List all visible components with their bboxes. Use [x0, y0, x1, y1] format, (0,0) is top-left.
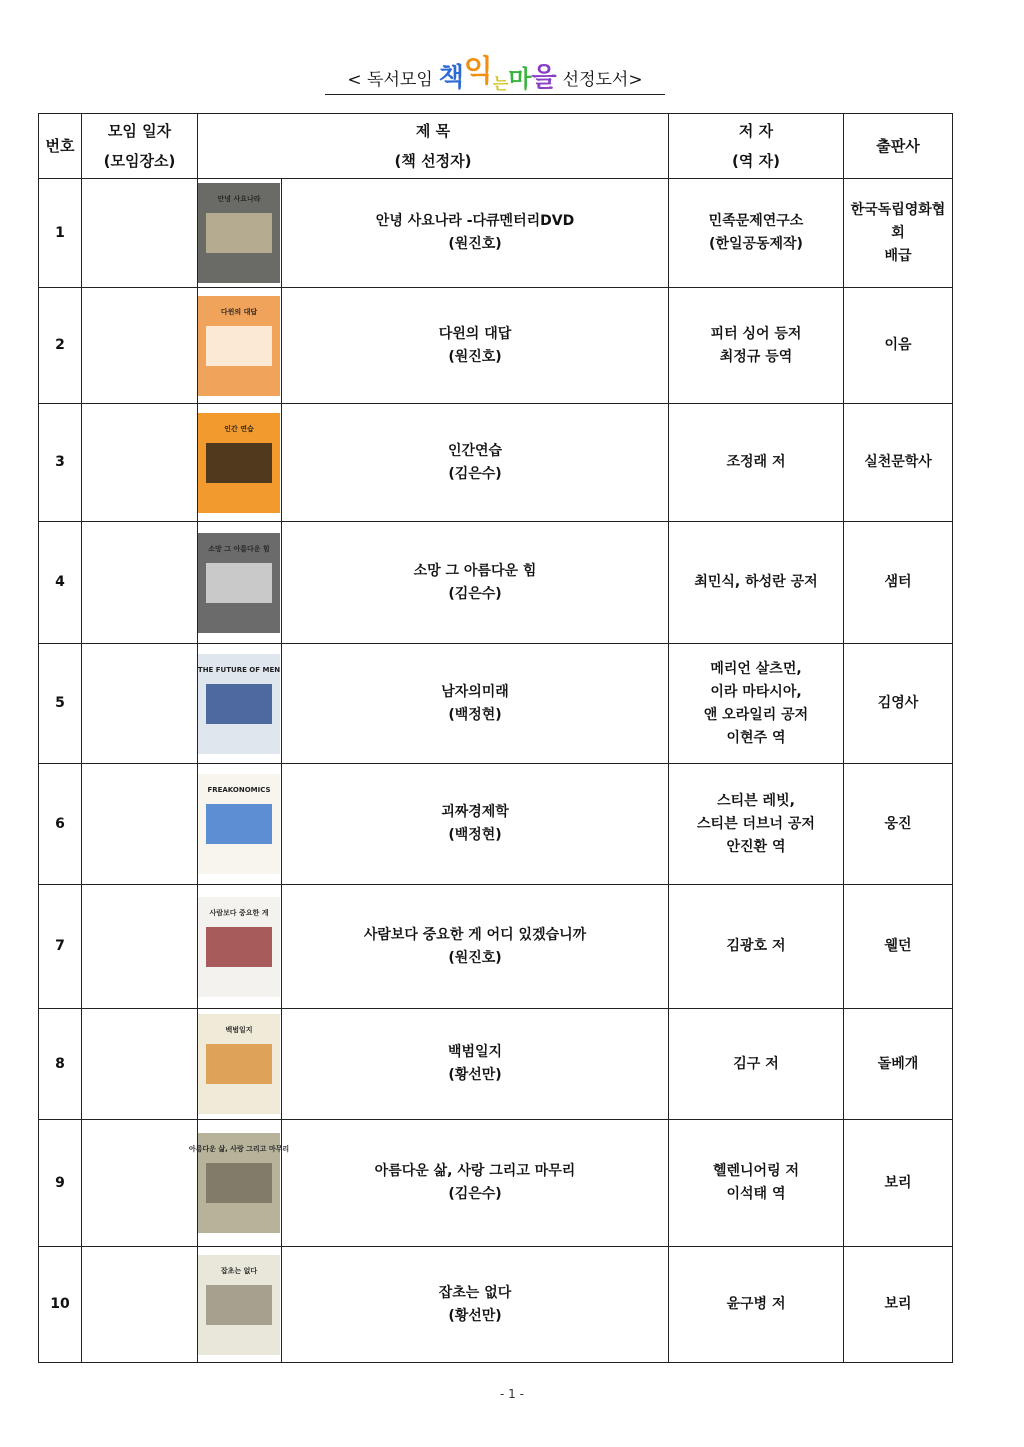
document-title: [325, 54, 665, 95]
row-title: 잡초는 없다: [438, 1284, 512, 1301]
row-number: 1: [39, 179, 82, 288]
book-cover-image: [198, 413, 280, 513]
header-number: 번호: [39, 114, 82, 179]
row-cover-cell: [198, 1247, 282, 1363]
cover-title-text: 다윈의 대답: [220, 307, 258, 316]
row-title: 소망 그 아름다운 힘: [413, 562, 537, 579]
table-row: [39, 644, 953, 764]
logo-char-1: 책: [438, 63, 464, 93]
table-row: [39, 404, 953, 522]
row-publisher: 실천문학사: [844, 404, 953, 522]
logo-char-2: 익: [463, 54, 493, 89]
cover-artwork: [206, 804, 272, 844]
row-cover-cell: [188, 1120, 290, 1247]
header-title-line2: (책 선정자): [394, 152, 472, 170]
reading-club-logo: [439, 50, 557, 94]
title-prefix: < 독서모임: [347, 70, 433, 90]
book-cover-image: [198, 296, 280, 396]
row-meeting-date: [82, 764, 198, 885]
row-number: 10: [39, 1247, 82, 1363]
header-author-line1: 저 자: [738, 122, 774, 140]
row-publisher: 샘터: [844, 522, 953, 644]
row-author: 최민식, 하성란 공저: [669, 522, 844, 644]
cover-artwork: [206, 1163, 272, 1203]
row-title-cell: [282, 1009, 669, 1120]
row-title-cell: [282, 644, 669, 764]
row-publisher: 돌베개: [844, 1009, 953, 1120]
book-cover-image: [188, 1133, 290, 1233]
row-meeting-date: [82, 404, 198, 522]
row-title-cell: [282, 885, 669, 1009]
row-number: 3: [39, 404, 82, 522]
header-publisher: 출판사: [844, 114, 953, 179]
row-meeting-date: [82, 179, 198, 288]
row-cover-cell: [198, 764, 282, 885]
table-row: [39, 522, 953, 644]
cover-artwork: [206, 1044, 272, 1084]
book-cover-image: [198, 183, 280, 283]
cover-title-text: 소망 그 아름다운 힘: [208, 544, 270, 553]
row-cover-cell: [198, 179, 282, 288]
row-author: 윤구병 저: [669, 1247, 844, 1363]
row-title-cell: [282, 764, 669, 885]
header-meeting-date: [82, 114, 198, 179]
header-author: [669, 114, 844, 179]
row-title-cell: [282, 288, 669, 404]
row-title: 다윈의 대답: [438, 325, 512, 342]
cover-artwork: [206, 213, 272, 253]
row-title: 사람보다 중요한 게 어디 있겠습니까: [363, 926, 587, 943]
row-author: 김구 저: [669, 1009, 844, 1120]
cover-title-text: 잡초는 없다: [220, 1266, 258, 1275]
cover-artwork: [206, 684, 272, 724]
row-selector: (원진호): [448, 348, 502, 365]
row-cover-cell: [198, 885, 282, 1009]
row-author: 스티븐 레빗, 스티븐 더브너 공저 안진환 역: [669, 764, 844, 885]
book-list-table: [38, 113, 953, 1363]
cover-title-text: 사람보다 중요한 게: [209, 908, 269, 917]
row-cover-cell: [198, 1009, 282, 1120]
row-meeting-date: [82, 522, 198, 644]
row-cover-cell: [198, 522, 282, 644]
logo-char-5: 을: [531, 63, 557, 93]
book-cover-image: [198, 774, 280, 874]
book-cover-image: [198, 533, 280, 633]
book-cover-image: [198, 1014, 280, 1114]
row-publisher: 웰던: [844, 885, 953, 1009]
book-cover-image: [198, 1255, 280, 1355]
cover-artwork: [206, 326, 272, 366]
cover-artwork: [206, 927, 272, 967]
row-title: 백범일지: [447, 1044, 503, 1060]
row-publisher: 보리: [844, 1247, 953, 1363]
row-author: 조정래 저: [669, 404, 844, 522]
table-row: [39, 885, 953, 1009]
row-meeting-date: [82, 1009, 198, 1120]
header-date-line2: (모임장소): [103, 152, 176, 170]
row-meeting-date: [82, 1120, 198, 1247]
book-cover-image: [198, 897, 280, 997]
row-number: 5: [39, 644, 82, 764]
row-title-cell: [282, 1120, 669, 1247]
row-title: 괴짜경제학: [441, 804, 509, 820]
header-author-line2: (역 자): [732, 152, 780, 170]
table-header-row: [39, 114, 953, 179]
row-publisher: 한국독립영화협회 배급: [844, 179, 953, 288]
row-selector: (원진호): [448, 236, 502, 252]
book-cover-image: [198, 654, 280, 754]
row-number: 2: [39, 288, 82, 404]
row-meeting-date: [82, 1247, 198, 1363]
row-title: 안녕 사요나라 -다큐멘터리DVD: [375, 213, 575, 229]
cover-title-text: 인간 연습: [224, 424, 254, 433]
row-publisher: 김영사: [844, 644, 953, 764]
row-selector: (황선만): [448, 1067, 502, 1083]
row-selector: (황선만): [448, 1307, 502, 1324]
row-number: 6: [39, 764, 82, 885]
row-meeting-date: [82, 644, 198, 764]
row-title: 아름다운 삶, 사랑 그리고 마무리: [374, 1163, 576, 1179]
cover-title-text: 백범일지: [225, 1026, 253, 1034]
row-title-cell: [282, 404, 669, 522]
row-number: 9: [39, 1120, 82, 1247]
row-publisher: 이음: [844, 288, 953, 404]
cover-title-text: FREAKONOMICS: [207, 786, 271, 794]
row-selector: (김은수): [448, 1186, 502, 1202]
table-row: [39, 1009, 953, 1120]
table-row: [39, 1247, 953, 1363]
row-selector: (백정현): [448, 706, 502, 723]
row-meeting-date: [82, 288, 198, 404]
row-selector: (김은수): [448, 465, 502, 482]
cover-artwork: [206, 563, 272, 603]
header-title: [198, 114, 669, 179]
row-title-cell: [282, 179, 669, 288]
row-author: 메리언 살츠먼, 이라 마타시아, 앤 오라일리 공저 이현주 역: [669, 644, 844, 764]
row-meeting-date: [82, 885, 198, 1009]
logo-char-4: 마: [508, 65, 532, 93]
row-author: 헬렌니어링 저 이석태 역: [669, 1120, 844, 1247]
row-number: 4: [39, 522, 82, 644]
table-row: [39, 1120, 953, 1247]
table-row: [39, 179, 953, 288]
row-number: 8: [39, 1009, 82, 1120]
header-date-line1: 모임 일자: [107, 122, 172, 140]
cover-title-text: THE FUTURE OF MEN: [197, 665, 281, 674]
row-publisher: 보리: [844, 1120, 953, 1247]
header-title-line1: 제 목: [415, 122, 451, 140]
title-suffix: 선정도서>: [562, 70, 643, 90]
row-title: 남자의미래: [441, 683, 509, 700]
logo-char-3: 는: [492, 74, 509, 93]
row-title-cell: [282, 522, 669, 644]
row-cover-cell: [198, 404, 282, 522]
cover-artwork: [206, 443, 272, 483]
row-author: 민족문제연구소 (한일공동제작): [669, 179, 844, 288]
table-row: [39, 288, 953, 404]
row-author: 피터 싱어 등저 최정규 등역: [669, 288, 844, 404]
row-number: 7: [39, 885, 82, 1009]
cover-artwork: [206, 1285, 272, 1325]
row-title-cell: [282, 1247, 669, 1363]
cover-title-text: 안녕 사요나라: [217, 195, 261, 203]
row-selector: (원진호): [448, 949, 502, 966]
row-selector: (김은수): [448, 585, 502, 602]
page-number: - 1 -: [500, 1387, 524, 1401]
row-publisher: 웅진: [844, 764, 953, 885]
row-cover-cell: [198, 288, 282, 404]
row-selector: (백정현): [448, 827, 502, 843]
table-row: [39, 764, 953, 885]
cover-title-text: 아름다운 삶, 사랑 그리고 마무리: [188, 1145, 290, 1153]
row-title: 인간연습: [447, 442, 503, 459]
row-author: 김광호 저: [669, 885, 844, 1009]
row-cover-cell: [198, 644, 282, 764]
